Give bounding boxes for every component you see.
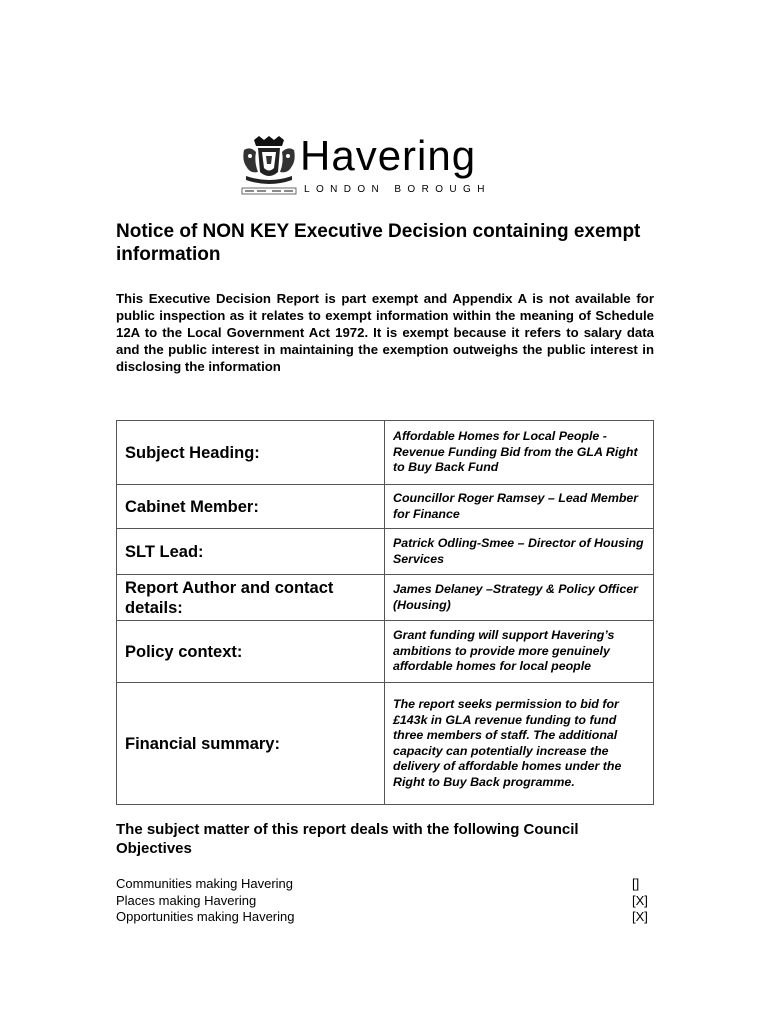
row-value: The report seeks permission to bid for £143k in GLA revenue funding to fund three members of staff. The additional capacity can potentially increase the delivery of affordable homes under the Right to Buy Back programme. [385,683,654,805]
table-row [117,575,654,621]
row-label: Financial summary: [117,683,385,805]
exemption-notice: This Executive Decision Report is part exempt and Appendix A is not available for public inspection as it relates to exempt information within the meaning of Schedule 12A to the Local Government Act 1972. It is exempt because it refers to salary data and the public interest in maintaining the exemption outweighs the public interest in disclosing the information [116,291,654,374]
table-row [117,621,654,683]
row-value: Councillor Roger Ramsey – Lead Member for Finance [385,485,654,529]
row-label: Report Author and contact details: [117,575,385,621]
list-item [116,893,656,910]
list-item [116,876,656,893]
list-item [116,909,656,926]
objectives-list [116,876,656,926]
objective-label: Communities making Havering [116,876,294,891]
table-row [117,683,654,805]
havering-logo [240,132,525,198]
objective-checkbox: [] [632,876,640,891]
table-row [117,485,654,529]
table-row [117,529,654,575]
logo-wordmark: Havering [300,132,477,179]
table-row [117,421,654,485]
logo-subtitle: LONDON BOROUGH [304,184,491,195]
objective-checkbox: [X] [632,909,648,924]
row-value: Affordable Homes for Local People - Revenue Funding Bid from the GLA Right to Buy Back Fund [385,421,654,485]
objective-label: Opportunities making Havering [116,909,295,924]
row-value: Patrick Odling-Smee – Director of Housing Services [385,529,654,575]
row-label: Subject Heading: [117,421,385,485]
decision-details-table [116,420,654,805]
borough-crest-icon [240,136,298,196]
row-label: SLT Lead: [117,529,385,575]
page-title: Notice of NON KEY Executive Decision containing exempt information [116,221,641,265]
row-label: Policy context: [117,621,385,683]
row-value: James Delaney –Strategy & Policy Officer (Housing) [385,575,654,621]
objectives-heading: The subject matter of this report deals with the following Council Objectives [116,821,579,857]
row-label: Cabinet Member: [117,485,385,529]
objective-label: Places making Havering [116,892,257,908]
objective-checkbox: [X] [632,892,648,908]
row-value: Grant funding will support Havering’s ambitions to provide more genuinely affordable homes for local people [385,621,654,683]
